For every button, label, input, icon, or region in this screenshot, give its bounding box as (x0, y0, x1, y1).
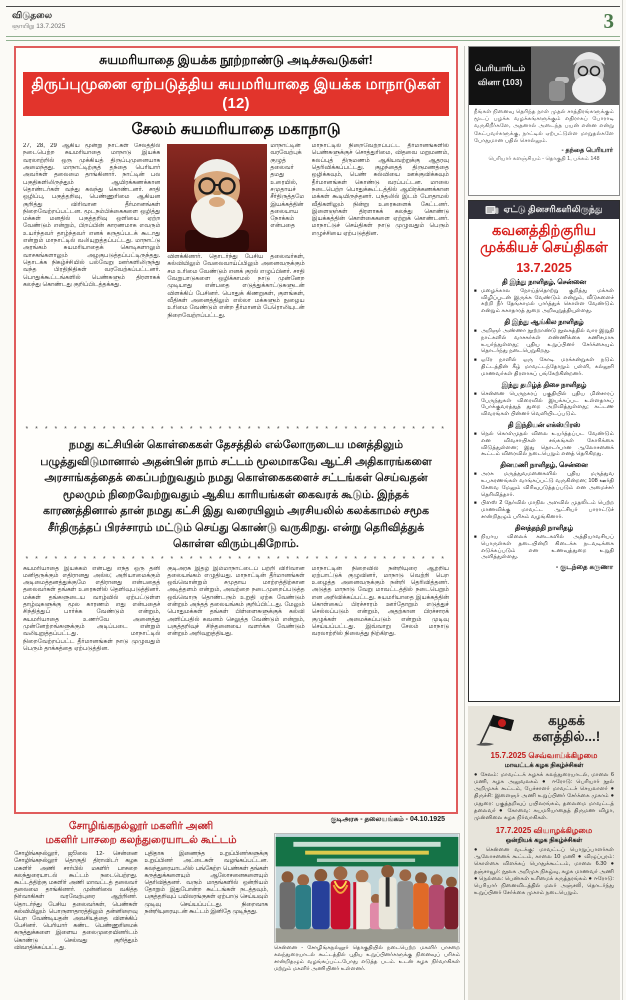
qa-box-source: பெரியார் களஞ்சியம் - தொகுதி 1, பக்கம் 148 (488, 155, 600, 162)
digest-date: 13.7.2025 (516, 260, 572, 275)
digest-news-item: ■ நெல் கொள்முதல் விலை உயர்த்தப்பட வேண்டும் என விவசாயிகள் சங்கங்கள் கோரிக்கை விடுத்துள்ளன; இது தொடர்பான ஆலோசனைக் கூட்டம் விரைவில் நடைபெறும் எனத் தெரிகிறது. (474, 431, 614, 458)
article-column-2-text: மாநாட்டின் வரவேற்புக் குழுத் தலைவர் தமது உரையில், சமுதாயச் சீர்திருத்தமே இயக்கத்தின் தலையாய நோக்கம் என்பதை விளக்கினார். தொடர்ந்து பேசிய தலைவர்கள், கல்வியிலும் வேலைவாய்ப்பிலும் அனைவருக்கும் சம உரிமை வேண்டும் எனக் குரல் எழுப்பினர். சாதி வேறுபாடுகளை ஒழிக்காமல் நாடு முன்னேற முடியாது என்பதை எடுத்துக்காட்டுகளுடன் விளக்கிப் பேசினர். பொதுக் கிணறுகள், குளங்கள், வீதிகள் அனைத்திலும் எல்லா மக்களும் நுழைய உரிமை வேண்டும் என்ற தீர்மானம் பேரொலியுடன் நிறைவேற்றப்பட்டது. (167, 143, 305, 319)
article-column-1: 27, 28, 29 ஆகிய மூன்று நாட்கள் சேலத்தில் நடைபெற்ற சுயமரியாதை மாநாடு இயக்க வரலாற்றில் ஒரு முக்கியத் திருப்புமுனையாக அமைந்தது. மாநாட்டிற்குத் தந்தை பெரியார் அவர்கள் தலைமை தாங்கினார். நாட்டின் பல பகுதிகளிலிருந்தும் ஆயிரக்கணக்கான தொண்டர்கள் வந்து கலந்து கொண்டனர். சாதி ஒழிப்பு, பகுத்தறிவு, பெண்ணுரிமை ஆகியன குறித்து விரிவான தீர்மானங்கள் நிறைவேற்றப்பட்டன. மூடநம்பிக்கைகளை ஒழித்து மக்கள் மனதில் பகுத்தறிவு ஒளியை ஏற்ற வேண்டும் என்றும், பிறப்பின் காரணமாக எவரும் உயர்ந்தவர் தாழ்ந்தவர் எனக் கருதப்படக் கூடாது என்றும் மாநாட்டில் வலியுறுத்தப்பட்டது. மாநாட்டு அரங்கம் சுயமரியாதைக் கொடிகளாலும் வாசகங்களாலும் அழகுபடுத்தப்பட்டிருந்தது. தொடக்க நிகழ்ச்சியில் பல்வேறு ஊர்களிலிருந்து வந்த பிரதிநிதிகள் வரவேற்கப்பட்டனர். பொதுக்கூட்டங்களில் பெண்களும் திரளாகக் கலந்து கொண்டது குறிப்பிடத்தக்கது. (23, 143, 161, 288)
qa-box-body: நீங்கள் நினைவு தெரிந்த நாள் முதல் சாத்திரங்களுக்கும் மூடப் பழக்க வழக்கங்களுக்கும் எதிராகப் போராடி வருகிறீர்களே, அதனால் அடைந்த பயன் என்ன என்று கேட்பவர்களுக்கு, நாட்டில் ஏற்பட்டுள்ள மாறுதல்களே போதுமான பதில் சொல்லும். (474, 109, 614, 144)
digest-title-line2: முக்கியச் செய்திகள் (480, 240, 608, 257)
digest-source-heading: தினத்தந்தி நாளிதழ் (514, 524, 574, 532)
kazhagam-events-box (468, 706, 620, 1000)
events-title-line1: கழகக் (548, 713, 585, 729)
qa-box-title (469, 47, 531, 105)
digest-news-item: ■ அரசு மருத்துவமனைகளில் புதிய மருத்துவ உபகரணங்கள் வாங்கப்பட்டு வருகின்றன; 108 ஊர்தி சேவை மேலும் விரிவுபடுத்தப்படும் என அமைச்சர் தெரிவித்தார். (474, 471, 614, 498)
digest-source-heading: தி இந்து ஆங்கில நாளிதழ் (504, 319, 584, 327)
events-body-2: ● சென்னை வடக்கு: மாவட்டப் பொறுப்பாளர்கள் ஆலோசனைக் கூட்டம், காலை 10 மணி ● விழுப்புரம்: கொள்கை விளக்கப் பொதுக்கூட்டம், மாலை 6.30 ● தஞ்சாவூர்: நூலக அறிமுக நிகழ்வு, கழக மாணவர் அணி ● நெல்லை: பெண்கள் உரிமைக் கருத்தரங்கம் ● ஈரோடு: பெரியார் நினைவிடத்தில் மலர் அஞ்சலி, தொடர்ந்து உறுப்பினர் சேர்க்கை முகாம் நடைபெறும். (474, 847, 614, 897)
women-wing-article (14, 820, 268, 1000)
qa-box-title-line2: வினா (103) (477, 77, 523, 87)
article-column-4: சுயமரியாதை இயக்கம் என்பது எந்த ஒரு தனி மனிதருக்கும் எதிரானது அல்ல; அறியாமைக்கும் அடிமைத்தனத்துக்குமே எதிரானது என்பதைத் தலைவர்கள் தங்கள் உரைகளில் தெளிவுபடுத்தினர். மக்கள் தங்களுடைய வாழ்வில் ஏற்பட்டுள்ள தாழ்வுகளுக்கு மூல காரணம் எது என்பதைச் சிந்தித்துப் பார்க்க வேண்டும் என்றும், சுயமரியாதை உணர்வே அனைத்து முன்னேற்றங்களுக்கும் அடிப்படை என்றும் வலியுறுத்தப்பட்டது. மாநாட்டில் நிறைவேற்றப்பட்ட தீர்மானங்கள் நாடு முழுவதும் பெரும் தாக்கத்தை ஏற்படுத்தின. (23, 565, 161, 652)
digest-title (469, 223, 619, 258)
digest-news-item: ■ நியாய விலைக் கடைகளில் அத்தியாவசியப் பொருள்கள் தடையின்றி கிடைக்க நடவடிக்கை எடுக்கப்படும் என உணவுத்துறை உறுதி அளித்துள்ளது. (474, 534, 614, 561)
events-venue-1: மாவட்டக் கழக நிகழ்ச்சிகள் (504, 762, 584, 769)
article-banner-headline: திருப்புமுனை ஏற்படுத்திய சுயமரியாதை இயக்க மாநாடுகள் (12) (23, 72, 449, 116)
digest-header-bar (469, 201, 619, 219)
qa-box-signature: - தந்தை பெரியார் (561, 146, 613, 154)
digest-news-item: ■ ஒரே நாளில் ஒரு கோடி மரக்கன்றுகள் நடும் திட்டத்தின் கீழ் மாவட்டந்தோறும் பள்ளி, கல்லூரி மாணவர்கள் திரளாகப் பங்கேற்கின்றனர். (474, 357, 614, 377)
periyar-qa-box (468, 46, 620, 196)
news-digest-box (468, 200, 620, 702)
events-date-1: 15.7.2025 செவ்வாய்க்கிழமை (490, 751, 598, 760)
star-separator-top: * * * * * * * * * * * * * * * * * * * * * * * * * * * * * * * * * * * * * * * * * * * * (25, 426, 447, 433)
women-headline-line2: மகளிர் பாசறை கலந்துரையாடல் கூட்டம் (45, 833, 237, 846)
digest-news-item: ■ மழைக்கால நோய்த்தொற்று குறித்து மக்கள் விழிப்புடன் இருக்க வேண்டும் என்றும், வீடுகளைச் சுற்றி நீர் தேங்காமல் பார்த்துக் கொள்ள வேண்டும் என்றும் சுகாதாரத் துறை அறிவுறுத்தியுள்ளது. (474, 288, 614, 315)
article-subhead: சேலம் சுயமரியாதை மகாநாடு (131, 121, 341, 138)
events-title-row (474, 711, 614, 747)
events-body-1: ● சேலம்: மாவட்டக் கழகக் கலந்துரையாடல், மாலை 6 மணி, கழக அலுவலகம் ● ஈரோடு: பெரியார் நூல் அறிமுகக் கூட்டம், பேச்சாளர் மாவட்டச் செயலாளர் ● திருச்சி: இளைஞர் அணி உறுப்பினர் சேர்க்கை முகாம் ● மதுரை: பகுத்தறிவுப் பயிலரங்கம், தலைமை மாவட்டத் தலைவர் ● கோவை: சுயமரியாதைத் திருமண விழா, முன்னிலை கழக நிர்வாகிகள். (474, 772, 614, 821)
events-date-2: 17.7.2025 வியாழக்கிழமை (495, 826, 593, 836)
digest-news-item: ■ சென்னை பெருநகரப் பகுதியில் புதிய மின்சாரப் பேருந்துகள் விரைவில் இயக்கப்பட உள்ளதாகப் போக்குவரத்துத் துறை அறிவித்துள்ளது; கட்டண விவரங்கள் பின்னர் வெளியிடப்படும். (474, 391, 614, 418)
women-column-2: புதிதாக இணைந்த உறுப்பினர்களுக்கு உறுப்பினர் அட்டைகள் வழங்கப்பட்டன. கலந்துரையாடலில் பங்கேற்ற பெண்கள் தங்கள் கருத்துக்களையும் ஆலோசனைகளையும் தெரிவித்தனர். வரும் மாதங்களில் ஒன்றியம் தோறும் இதுபோன்ற கூட்டங்கள் நடத்தவும், பகுத்தறிவுப் பயிலரங்குகள் ஏற்பாடு செய்யவும் முடிவு செய்யப்பட்டது. நிறைவாக நன்றியுரையுடன் கூட்டம் இனிதே முடிந்தது. (144, 851, 268, 915)
pull-quote: நமது கட்சியின் கொள்கைகள் தேசத்தில் எல்லோருடைய மனத்திலும் பழுத்துவிடுமானால் அதன்பின் நாம் சட்டம் மூலமாகவே ஆட்சி அதிகாரங்களை அரசாங்கத்தைக் கைப்பற்றுவதும் நமது கொள்கைகளைச் சட்டங்கள் செய்வதன் மூலமும் நிறைவேற்றுவதும் ஆகிய காரியங்கள் கைவரக் கூடும். இந்தக் காரணத்தினால் தான் நமது கட்சி இது வரையிலும் அரசியலில் கலக்காமல் சமூக சீர்திருத்தப் பிரச்சாரம் மட்டும் செய்து கொண்டு வருகிறது. என்று தெரிவித்துக் கொள்ள விரும்புகிறோம். (40, 439, 432, 550)
header-double-rule (6, 36, 620, 41)
women-article-headline (14, 820, 268, 847)
article-credit: குடிஅரசு - தலையங்கம் - 04.10.1925 (330, 815, 445, 823)
events-venue-2: ஒன்றியக் கழக நிகழ்ச்சிகள் (505, 837, 583, 845)
masthead-dateline: ஞாயிறு 13.7.2025 (12, 22, 66, 30)
events-title-line2: களத்தில்...! (532, 729, 601, 744)
article-column-3: மாநாட்டில் நிறைவேற்றப்பட்ட தீர்மானங்களில் பெண்களுக்குச் சொத்துரிமை, விதவை மறுமணம், கலப்புத் திருமணம் ஆகியவற்றுக்கு ஆதரவு தெரிவிக்கப்பட்டது. குழந்தைத் திருமணத்தை ஒழிக்கவும், பெண் கல்வியை ஊக்குவிக்கவும் தீர்மானங்கள் கொண்டு வரப்பட்டன. மாலை நடைபெற்ற பொதுக்கூட்டத்தில் ஆயிரக்கணக்கான மக்கள் கூடியிருந்தனர். பந்தலில் இடம் போதாமல் வீதிகளிலும் நின்று உரைகளைக் கேட்டனர். இளைஞர்கள் திரளாகக் கலந்து கொண்டு இயக்கத்தின் கொள்கைகளை ஏற்றுக் கொண்டனர். மாநாட்டுச் செய்திகள் நாடு முழுவதும் பெரும் எழுச்சியை ஏற்படுத்தின. (311, 143, 449, 237)
digest-source-heading: தினமணி நாளிதழ், சென்னை (500, 462, 588, 470)
star-separator-bottom: * * * * * * * * * * * * * * * * * * * * * * * * * * * * * * * * * * * * * * * * * * * * (25, 555, 447, 563)
masthead-title: விடுதலை (12, 10, 53, 20)
digest-source-heading: தி இந்தியன் எக்ஸ்பிரஸ் (507, 421, 581, 429)
women-column-1: சோழிங்கநல்லூர், ஜூலை 12- சென்னை சோழிங்கநல்லூர் தொகுதி திராவிடர் கழக மகளிர் அணி சார்பில் மகளிர் பாசறை கலந்துரையாடல் கூட்டம் நடைபெற்றது. கூட்டத்திற்கு மகளிர் அணி மாவட்டத் தலைவர் தலைமை தாங்கினார். முன்னிலை வகித்த நிர்வாகிகள் வரவேற்புரை ஆற்றினர். தொடர்ந்து பேசிய தலைவர்கள், பெண்கள் கல்வியிலும் பொருளாதாரத்திலும் தன்னிறைவு பெற வேண்டியதன் அவசியத்தை விளக்கிப் பேசினர். பெரியார் கண்ட பெண்ணுரிமைக் கருத்துக்களை இளைய தலைமுறையினரிடம் கொண்டு செல்வது குறித்தும் விவாதிக்கப்பட்டது. (14, 851, 138, 951)
article-column-6: மாநாட்டின் நிறைவில் நன்றியுரை ஆற்றிய ஏற்பாட்டுக் குழுவினர், மாநாடு வெற்றி பெற உழைத்த அனைவருக்கும் நன்றி தெரிவித்தனர். அடுத்த மாநாடு வேறு மாவட்டத்தில் நடைபெறும் என அறிவிக்கப்பட்டது. சுயமரியாதை இயக்கத்தின் கொள்கைப் பிரச்சாரம் ஊர்தோறும் எடுத்துச் செல்லப்படும் என்றும், அதற்கான பிரச்சாரக் குழுக்கள் அமைக்கப்படும் என்றும் முடிவு செய்யப்பட்டது. இவ்வாறு சேலம் மாநாடு வரலாற்றில் நிலைத்து நிற்கிறது. (311, 565, 449, 638)
page-edge-rule (622, 0, 623, 1000)
group-photo-block (274, 833, 460, 973)
qa-box-title-line1: பெரியாரிடம் (474, 63, 526, 73)
group-photo-caption: சென்னை - சோழிங்கநல்லூர் தொகுதியில் நடைபெற்ற மகளிர் பாசறை கலந்துரையாடல் கூட்டத்தில் புதிய உறுப்பினர்களுக்கு நினைவுப் பரிசும் சான்றிதழும் வழங்கப்பட்டபோது எடுத்த படம். உடன் கழக நிர்வாகிகள் மற்றும் மகளிர் அணியினர் உள்ளனர். (274, 945, 460, 972)
women-headline-line1: சோழிங்கநல்லூர் மகளிர் அணி (68, 820, 214, 832)
article-column-5: குடிஅரசு இதழ் இம்மாநாட்டைப் பற்றி விரிவான தலையங்கம் எழுதியது. மாநாட்டின் தீர்மானங்கள் ஒவ்வொன்றும் சமுதாய மாற்றத்திற்கான அடித்தளம் என்றும், அவற்றை நடைமுறைப்படுத்த ஒவ்வொரு தொண்டரும் உறுதி ஏற்க வேண்டும் என்றும் அந்தத் தலையங்கம் குறிப்பிட்டது. மேலும் பொதுமக்கள் தங்கள் பிள்ளைகளுக்குக் கல்வி அளிப்பதில் கவனம் செலுத்த வேண்டும் என்றும், பகுத்தறிவுச் சிந்தனையை வளர்க்க வேண்டும் என்றும் அறிவுறுத்தியது. (167, 565, 305, 638)
women-article-columns (14, 851, 268, 952)
group-photo (274, 833, 460, 943)
digest-title-line1: கவனத்திற்குரிய (491, 223, 597, 239)
main-article (14, 46, 458, 823)
periyar-bw-photo (531, 47, 619, 105)
qa-box-header (469, 47, 619, 105)
dk-flag-icon (474, 711, 516, 747)
digest-news-item: ■ பிளஸ் 2 தேர்வில் மாநில அளவில் முதலிடம் பெற்ற மாணவிக்கு மாவட்ட ஆட்சியர் பாராட்டுச் சான்றிதழும் பரிசும் வழங்கினார். (474, 500, 614, 520)
article-column-2 (167, 143, 304, 424)
digest-source-heading: தி இந்து நாளிதழ், சென்னை (502, 278, 586, 286)
page-top-rule (6, 6, 620, 7)
sidebar-divider (464, 46, 465, 1000)
article-bottom-columns (23, 566, 449, 811)
masthead (12, 11, 65, 30)
digest-signoff: - குடந்தை கருணா (555, 564, 613, 572)
article-kicker: சுயமரியாதை இயக்க நூற்றாண்டு அடிச்சுவடுகள்! (99, 53, 373, 67)
digest-source-heading: இந்து தமிழ்த் திசை நாளிதழ் (501, 381, 587, 389)
newspaper-icon (485, 205, 499, 215)
article-top-columns (23, 143, 449, 424)
events-title (519, 713, 614, 744)
periyar-portrait-photo (167, 144, 267, 252)
digest-news-item: ■ அறிஞர் அண்ணா நூற்றாண்டு நூலகத்தில் வார இறுதி நாட்களில் வாசகர்கள் எண்ணிக்கை கணிசமாக உயர்ந்துள்ளது; புதிய உறுப்பினர் சேர்க்கையும் தொடர்ந்து நடைபெறுகிறது. (474, 328, 614, 355)
digest-header-label: ஏட்டு தினசரிகளிலிருந்து (503, 204, 603, 214)
page-number: 3 (603, 9, 614, 33)
